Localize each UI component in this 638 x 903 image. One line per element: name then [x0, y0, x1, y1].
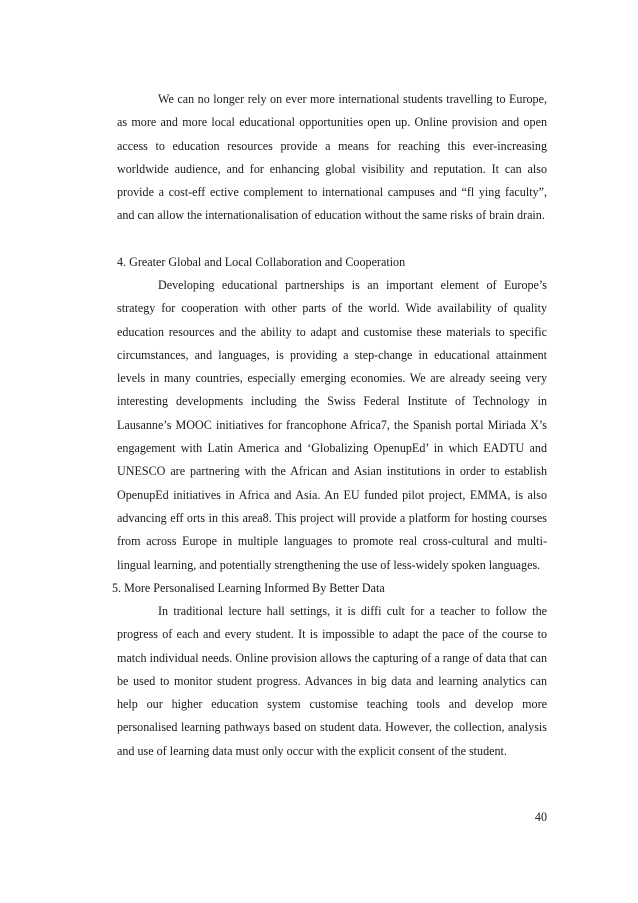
paragraph-collaboration — [117, 274, 547, 577]
paragraph-personalised-learning — [117, 600, 547, 763]
paragraph-text: In traditional lecture hall settings, it is diffi cult for a teacher to follow the progress of each and every student. It is impossible to adapt the pace of the course to match individual needs. Online provision allows the capturing of a range of data that can be used to monitor student progress. Advances in big data and learning analytics can help our higher education system customise teaching tools and develop more personalised learning pathways based on student data. However, the collection, analysis and use of learning data must only occur with the explicit consent of the student. — [117, 604, 547, 758]
section-heading-4: 4. Greater Global and Local Collaboration and Cooperation — [117, 255, 406, 269]
page-number: 40 — [534, 810, 547, 824]
section-heading-5: 5. More Personalised Learning Informed By Better Data — [112, 581, 385, 595]
paragraph-international-students — [117, 88, 547, 228]
paragraph-text: We can no longer rely on ever more international students travelling to Europe, as more and more local educational opportunities open up. Online provision and open access to education resources provide a means for reaching this ever-increasing worldwide audience, and for enhancing global visibility and reputation. It can also provide a cost-eff ective complement to international campuses and “fl ying faculty”, and can allow the internationalisation of education without the same risks of brain drain. — [117, 92, 547, 223]
paragraph-text: Developing educational partnerships is an important element of Europe’s strategy for cooperation with other parts of the world. Wide availability of quality education resources and the ability to adapt and customise these materials to specific circumstances, and languages, is providing a step-change in educational attainment levels in many countries, especially emerging economies. We are already seeing very interesting developments including the Swiss Federal Institute of Technology in Lausanne’s MOOC initiatives for francophone Africa7, the Spanish portal Miriada X’s engagement with Latin America and ‘Globalizing OpenupEd’ in which EADTU and UNESCO are partnering with the African and Asian institutions in order to establish OpenupEd initiatives in Africa and Asia. An EU funded pilot project, EMMA, is also advancing eff orts in this area8. This project will provide a platform for hosting courses from across Europe in multiple languages to promote real cross-cultural and multi-lingual learning, and potentially strengthening the use of less-widely spoken languages. — [117, 278, 547, 572]
